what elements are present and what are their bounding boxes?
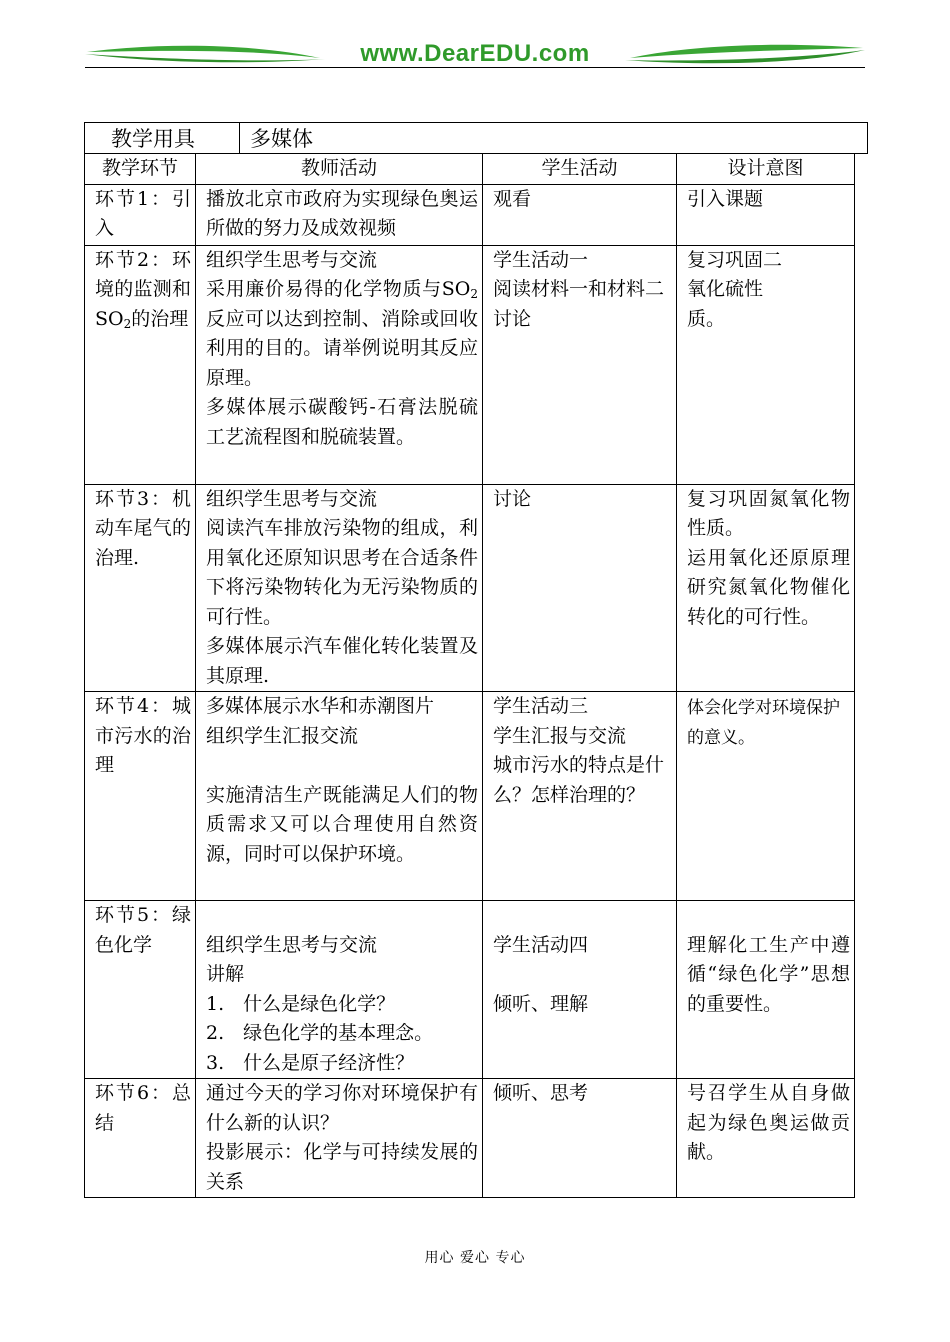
stage-cell xyxy=(85,184,196,245)
teacher-text: 采用廉价易得的化学物质与$SO_2$反应可以达到控制、消除或回收利用的目的。请举例说明其反应原理。 xyxy=(206,278,478,389)
stage-text: 环节3：机动车尾气的治理. xyxy=(95,487,191,569)
teacher-text: 1. 什么是绿色化学？ xyxy=(206,992,396,1015)
table-row xyxy=(85,901,855,1079)
lesson-plan-table xyxy=(84,153,855,1198)
tools-value: 多媒体 xyxy=(240,123,868,154)
intent-cell xyxy=(677,245,855,484)
teacher-text: 通过今天的学习你对环境保护有什么新的认识？ xyxy=(206,1082,478,1134)
intent-text: 运用氧化还原原理研究氮氧化物催化转化的可行性。 xyxy=(687,546,850,628)
student-cell xyxy=(483,692,677,901)
blank-line xyxy=(687,901,850,931)
intent-cell xyxy=(677,484,855,692)
teacher-cell xyxy=(196,901,483,1079)
intent-cell xyxy=(677,901,855,1079)
student-text: 学生活动一 xyxy=(493,248,589,271)
tools-label: 教学用具 xyxy=(85,123,240,154)
teacher-cell xyxy=(196,1079,483,1198)
intent-text: 复习巩固二 xyxy=(687,248,783,271)
stage-text: 环节6：总结 xyxy=(95,1082,191,1134)
student-text: 观看 xyxy=(493,187,532,210)
table-row xyxy=(85,1079,855,1198)
teacher-text: 组织学生思考与交流 xyxy=(206,933,378,956)
teacher-text: 多媒体展示水华和赤潮图片 xyxy=(206,695,435,717)
stage-text: 环节5：绿色化学 xyxy=(95,904,191,956)
student-cell xyxy=(483,901,677,1079)
student-text: 阅读材料一和材料二 xyxy=(493,278,665,300)
teacher-text: 阅读汽车排放污染物的组成，利用氧化还原知识思考在合适条件下将污染物转化为无污染物质的可行性。 xyxy=(206,517,478,628)
stage-cell xyxy=(85,901,196,1079)
stage-text: 环节4：城市污水的治理 xyxy=(95,695,191,776)
teacher-text: 播放北京市政府为实现绿色奥运所做的努力及成效视频 xyxy=(206,187,478,239)
teacher-text: 多媒体展示碳酸钙-石膏法脱硫工艺流程图和脱硫装置。 xyxy=(206,396,478,448)
table-row xyxy=(85,245,855,484)
table-row xyxy=(85,692,855,901)
header-rule xyxy=(85,67,865,68)
teacher-text: 3. 什么是原子经济性？ xyxy=(206,1051,415,1074)
column-header: 教学环节 xyxy=(85,154,196,185)
column-header: 设计意图 xyxy=(677,154,855,185)
student-cell xyxy=(483,1079,677,1198)
intent-cell xyxy=(677,1079,855,1198)
student-text: 学生活动三 xyxy=(493,695,589,717)
teacher-text: 组织学生思考与交流 xyxy=(206,487,378,510)
student-cell xyxy=(483,484,677,692)
student-text: 讨论 xyxy=(493,487,532,510)
intent-cell xyxy=(677,692,855,901)
intent-text: 号召学生从自身做起为绿色奥运做贡献。 xyxy=(687,1082,850,1163)
blank-line xyxy=(206,901,478,931)
table-row xyxy=(85,484,855,692)
intent-text: 质。 xyxy=(687,307,726,330)
student-text: 学生汇报与交流 xyxy=(493,724,627,747)
stage-cell: 环节2：环境的监测和$SO_2$的治理 xyxy=(85,245,196,484)
intent-text: 氧化硫性 xyxy=(687,278,764,300)
student-text: 讨论 xyxy=(493,307,532,330)
column-header: 教师活动 xyxy=(196,154,483,185)
column-header: 学生活动 xyxy=(483,154,677,185)
blank-line xyxy=(493,901,672,931)
teacher-cell xyxy=(196,484,483,692)
teacher-text: 讲解 xyxy=(206,963,245,985)
student-text: 学生活动四 xyxy=(493,933,589,956)
teacher-text: 多媒体展示汽车催化转化装置及其原理. xyxy=(206,635,478,687)
student-text: 倾听、理解 xyxy=(493,992,589,1015)
site-banner xyxy=(85,38,865,70)
teacher-cell xyxy=(196,692,483,901)
site-logo[interactable]: www.DearEDU.com xyxy=(360,40,590,67)
teacher-text: 实施清洁生产既能满足人们的物质需求又可以合理使用自然资源，同时可以保护环境。 xyxy=(206,783,478,865)
stage-text: 环节1：引入 xyxy=(95,187,191,239)
intent-text: 理解化工生产中遵循“绿色化学”思想的重要性。 xyxy=(687,933,850,1015)
teacher-text: 组织学生思考与交流 xyxy=(206,248,378,271)
blank-line xyxy=(206,751,478,781)
stage-cell xyxy=(85,1079,196,1198)
teacher-cell xyxy=(196,245,483,484)
student-text: 城市污水的特点是什么？怎样治理的？ xyxy=(493,754,665,806)
teacher-text: 投影展示：化学与可持续发展的关系 xyxy=(206,1141,478,1193)
student-text: 倾听、思考 xyxy=(493,1082,589,1104)
blank-line xyxy=(493,960,672,990)
stage-cell xyxy=(85,692,196,901)
intent-text: 体会化学对环境保护的意义。 xyxy=(687,698,840,748)
stage-cell xyxy=(85,484,196,692)
teacher-text: 组织学生汇报交流 xyxy=(206,724,359,747)
student-cell xyxy=(483,245,677,484)
teacher-text: 2. 绿色化学的基本理念。 xyxy=(206,1022,434,1044)
intent-text: 引入课题 xyxy=(687,187,764,210)
tools-table xyxy=(84,122,868,154)
student-cell xyxy=(483,184,677,245)
intent-cell xyxy=(677,184,855,245)
table-header-row xyxy=(85,154,855,185)
teacher-cell xyxy=(196,184,483,245)
page-footer: 用心 爱心 专心 xyxy=(424,1250,526,1266)
table-row xyxy=(85,184,855,245)
intent-text: 复习巩固氮氧化物性质。 xyxy=(687,487,850,539)
